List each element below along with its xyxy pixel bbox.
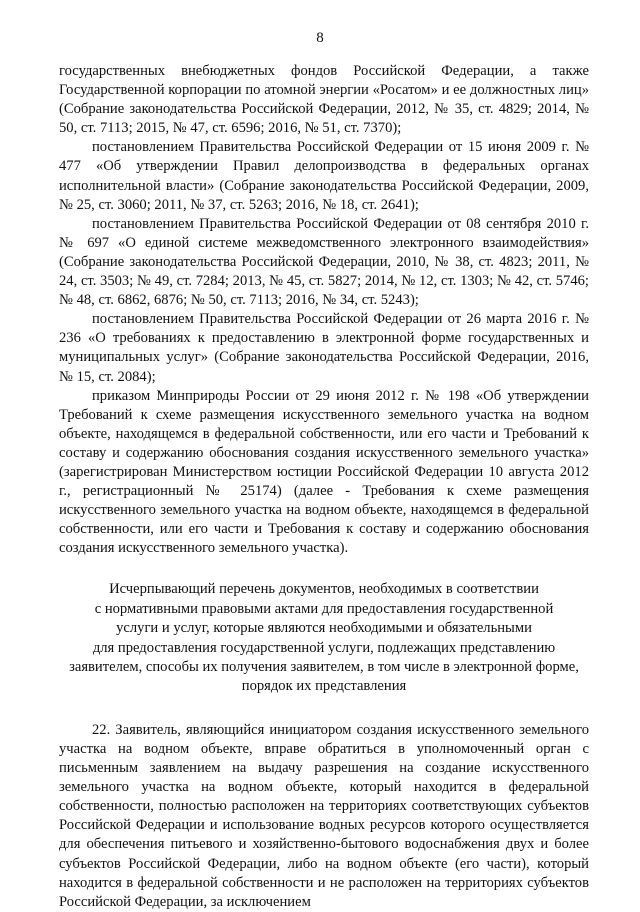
section-heading-line: Исчерпывающий перечень документов, необходимых в соответствии (109, 581, 539, 598)
paragraph-22: 22. Заявитель, являющийся инициатором создания искусственного земельного участка на водном объекте, вправе обратиться в уполномоченный орган с письменным заявлением на выдачу разрешения на создание искусственного земельного участка на водном объекте, который находится в федеральной собственности, полностью расположен на территориях соответствующих субъектов Российской Федерации и использование водных ресурсов которого осуществляется для обеспечения питьевого и хозяйственно-бытового водоснабжения двух и более субъектов Российской Федерации, либо на водном объекте (его части), который находится в федеральной собственности и не расположен на территориях субъектов Российской Федерации, за исключением (59, 721, 589, 910)
section-heading (59, 580, 589, 696)
section-heading-line: заявителем, способы их получения заявителем, в том числе в электронной форме, (69, 659, 579, 676)
section-heading-line: для предоставления государственной услуги, подлежащих представлению (92, 639, 556, 656)
page-number: 8 (316, 30, 324, 46)
paragraph-order-198: приказом Минприроды России от 29 июня 2012 г. № 198 «Об утверждении Требований к схеме размещения искусственного земельного участка на водном объекте, находящемся в федеральной собственности, или его части и Требований к составу и содержанию обоснования создания искусственного земельного участка» (зарегистрирован Министерством юстиции Российской Федерации 10 августа 2012 г., регистрационный № 25174) (далее - Требования к схеме размещения искусственного земельного участка на водном объекте, находящемся в федеральной собственности, или его части и Требования к составу и содержанию обоснования создания искусственного земельного участка). (59, 387, 589, 557)
section-heading-line: с нормативными правовыми актами для предоставления государственной (94, 600, 554, 617)
section-heading-line: порядок их представления (241, 678, 407, 695)
document-body (59, 62, 589, 912)
paragraph-regulation-697: постановлением Правительства Российской Федерации от 08 сентября 2010 г. № 697 «О единой системе межведомственного электронного взаимодействия» (Собрание законодательства Российской Федерации, 2010, № 38, ст. 4823; 2011, № 24, ст. 3503; № 49, ст. 7284; 2013, № 45, ст. 5827; 2014, № 12, ст. 1303; № 42, ст. 5746; № 48, ст. 6862, 6876; № 50, ст. 7113; 2016, № 34, ст. 5243); (59, 215, 589, 309)
section-heading-line: услуги и услуг, которые являются необходимыми и обязательными (116, 620, 532, 637)
paragraph-regulation-236: постановлением Правительства Российской Федерации от 26 марта 2016 г. № 236 «О требованиях к предоставлению в электронной форме государственных и муниципальных услуг» (Собрание законодательства Российской Федерации, 2016, № 15, ст. 2084); (59, 311, 589, 385)
paragraph-continuation: государственных внебюджетных фондов Российской Федерации, а также Государственной корпорации по атомной энергии «Росатом» и ее должностных лиц» (Собрание законодательства Российской Федерации, 2012, № 35, ст. 4829; 2014, № 50, ст. 7113; 2015, № 47, ст. 6596; 2016, № 51, ст. 7370); (59, 63, 589, 137)
paragraph-regulation-477: постановлением Правительства Российской Федерации от 15 июня 2009 г. № 477 «Об утверждении Правил делопроизводства в федеральных органах исполнительной власти» (Собрание законодательства Российской Федерации, 2009, № 25, ст. 3060; 2011, № 37, ст. 5263; 2016, № 18, ст. 2641); (59, 139, 589, 213)
